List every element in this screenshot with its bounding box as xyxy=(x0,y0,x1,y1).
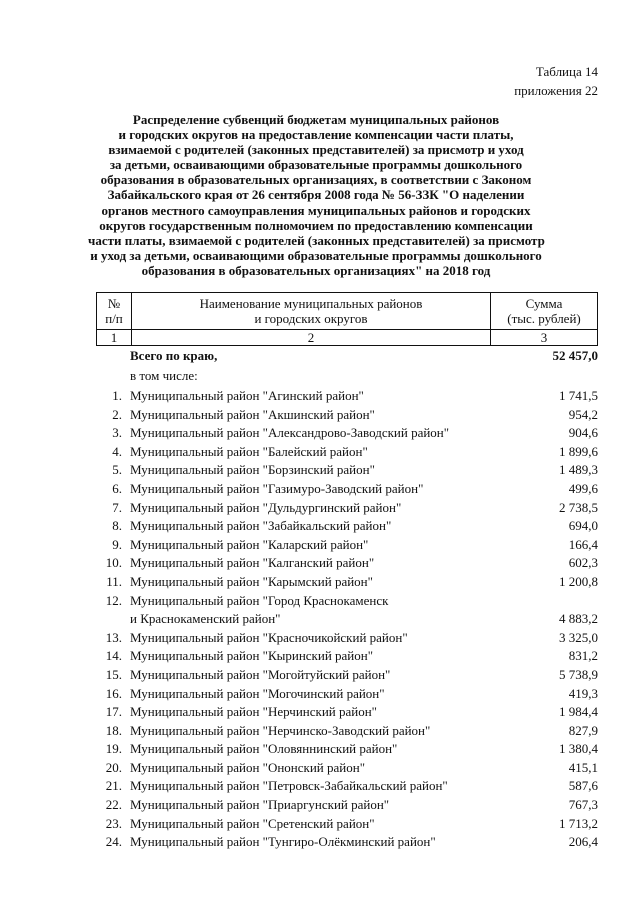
row-number: 22. xyxy=(105,797,122,813)
district-name-line: Муниципальный район "Кыринский район" xyxy=(130,648,374,664)
table-row xyxy=(96,424,598,443)
header-number-label: № xyxy=(107,296,121,311)
row-number: 6. xyxy=(112,480,122,496)
table-row xyxy=(96,759,598,778)
district-name-line: Муниципальный район "Дульдургинский район" xyxy=(130,499,402,515)
district-name xyxy=(130,592,510,629)
table-row xyxy=(96,443,598,462)
title-line: образования в образовательных организациях, в соответствии с Законом xyxy=(100,172,532,188)
header-number-cell xyxy=(97,293,132,330)
table-row xyxy=(96,554,598,573)
table-row xyxy=(96,722,598,741)
district-amount: 2 738,5 xyxy=(559,499,598,515)
district-amount: 827,9 xyxy=(568,722,598,738)
table-row xyxy=(96,499,598,518)
row-number: 5. xyxy=(112,462,122,478)
table-row xyxy=(96,480,598,499)
district-name-line: Муниципальный район "Нерчинско-Заводский район" xyxy=(130,722,431,738)
title-line: и городских округов на предоставление компенсации части платы, xyxy=(118,127,514,143)
title-line: Забайкальского края от 26 сентября 2008 года № 56-ЗЗК "О наделении xyxy=(107,187,525,203)
district-name xyxy=(130,536,510,555)
table-row xyxy=(96,740,598,759)
district-name-line: Муниципальный район "Балейский район" xyxy=(130,443,368,459)
district-amount: 1 200,8 xyxy=(559,573,598,589)
district-name xyxy=(130,554,510,573)
district-name xyxy=(130,424,510,443)
district-name-line: Муниципальный район "Агинский район" xyxy=(130,388,364,403)
district-amount: 5 738,9 xyxy=(559,666,598,682)
district-name xyxy=(130,833,510,852)
district-name-line: Муниципальный район "Тунгиро-Олёкминский район" xyxy=(130,834,436,850)
row-number: 10. xyxy=(105,555,122,571)
table-row xyxy=(96,777,598,796)
title-line: части платы, взимаемой с родителей (законных представителей) за присмотр xyxy=(88,232,545,248)
district-name xyxy=(130,703,510,722)
district-name xyxy=(130,722,510,741)
district-name xyxy=(130,796,510,815)
district-name-line: Муниципальный район "Могочинский район" xyxy=(130,685,385,701)
district-name xyxy=(130,759,510,778)
district-amount: 1 899,6 xyxy=(559,443,598,459)
row-number: 9. xyxy=(112,536,122,552)
table-row xyxy=(96,815,598,834)
district-amount: 499,6 xyxy=(568,480,598,496)
column-index-3: 3 xyxy=(491,330,598,346)
table-reference: Таблица 14 xyxy=(535,64,598,79)
row-number: 11. xyxy=(106,573,122,589)
title-line: округов государственным полномочием по предоставлению компенсации xyxy=(99,217,533,233)
district-name xyxy=(130,573,510,592)
district-amount: 1 489,3 xyxy=(559,462,598,478)
including-label: в том числе: xyxy=(130,368,198,383)
appendix-reference: приложения 22 xyxy=(514,83,598,98)
district-name xyxy=(130,461,510,480)
district-amount: 1 380,4 xyxy=(559,741,598,757)
title-line: образования в образовательных организациях" на 2018 год xyxy=(141,262,491,278)
total-label: Всего по краю, xyxy=(130,348,218,363)
table-row xyxy=(96,406,598,425)
header-name-label: Наименование муниципальных районов xyxy=(199,296,423,311)
district-amount: 602,3 xyxy=(568,555,598,571)
header-sum-label: Сумма xyxy=(525,296,563,311)
header-name-cell xyxy=(132,293,491,330)
district-name-line: Муниципальный район "Акшинский район" xyxy=(130,406,375,422)
title-line: органов местного самоуправления муниципальных районов и городских xyxy=(101,202,531,218)
district-name-line: Муниципальный район "Карымский район" xyxy=(130,573,373,589)
header-sum-cell xyxy=(491,293,598,330)
table-row xyxy=(96,647,598,666)
district-name-line: Муниципальный район "Газимуро-Заводский район" xyxy=(130,480,424,496)
title-line: Распределение субвенций бюджетам муниципальных районов xyxy=(132,112,500,127)
row-number: 4. xyxy=(112,443,122,459)
district-name-line: Муниципальный район "Борзинский район" xyxy=(130,462,375,478)
table-row xyxy=(96,833,598,852)
district-amount: 166,4 xyxy=(568,536,598,552)
row-number: 1. xyxy=(112,388,122,403)
table-row xyxy=(96,573,598,592)
district-amount: 4 883,2 xyxy=(559,611,598,627)
header-number-sublabel: п/п xyxy=(105,311,123,326)
column-index-2: 2 xyxy=(132,330,491,346)
district-name-line: Муниципальный район "Петровск-Забайкальский район" xyxy=(130,778,448,794)
district-name xyxy=(130,815,510,834)
table-row xyxy=(96,592,598,629)
district-name xyxy=(130,647,510,666)
table-row xyxy=(96,461,598,480)
row-number: 17. xyxy=(105,704,122,720)
district-amount: 3 325,0 xyxy=(559,629,598,645)
district-name-line: Муниципальный район "Ононский район" xyxy=(130,759,366,775)
district-amount: 904,6 xyxy=(568,425,598,441)
row-number: 19. xyxy=(105,741,122,757)
district-amount: 1 741,5 xyxy=(559,388,598,403)
table-header xyxy=(96,292,598,346)
row-number: 2. xyxy=(112,406,122,422)
district-name-line: Муниципальный район "Сретенский район" xyxy=(130,815,375,831)
district-name-line: Муниципальный район "Каларский район" xyxy=(130,536,369,552)
district-name xyxy=(130,517,510,536)
total-value: 52 457,0 xyxy=(552,348,598,363)
header-sum-sublabel: (тыс. рублей) xyxy=(507,311,581,326)
table-row xyxy=(96,666,598,685)
row-number: 15. xyxy=(105,666,122,682)
district-name-line: Муниципальный район "Красночикойский район" xyxy=(130,629,408,645)
district-name-line: Муниципальный район "Могойтуйский район" xyxy=(130,666,391,682)
district-name-line: Муниципальный район "Александрово-Заводский район" xyxy=(130,425,450,441)
district-name-line: Муниципальный район "Оловяннинский район" xyxy=(130,741,398,757)
table-row xyxy=(96,629,598,648)
district-amount: 587,6 xyxy=(568,778,598,794)
district-name xyxy=(130,685,510,704)
district-amount: 419,3 xyxy=(568,685,598,701)
row-number: 23. xyxy=(105,815,122,831)
district-name xyxy=(130,499,510,518)
title-line: взимаемой с родителей (законных представителей) за присмотр и уход xyxy=(108,142,524,158)
district-name-line: и Краснокаменский район" xyxy=(130,611,281,627)
row-number: 16. xyxy=(105,685,122,701)
district-amount: 1 713,2 xyxy=(559,815,598,831)
table-row xyxy=(96,536,598,555)
title-line: за детьми, осваивающими образовательные программы дошкольного xyxy=(109,157,523,173)
row-number: 14. xyxy=(105,648,122,664)
row-number: 7. xyxy=(112,499,122,515)
district-name-line: Муниципальный район "Город Краснокаменск xyxy=(130,592,389,608)
district-name xyxy=(130,666,510,685)
row-number: 18. xyxy=(105,722,122,738)
table-row xyxy=(96,703,598,722)
district-name xyxy=(130,777,510,796)
district-amount: 694,0 xyxy=(568,518,598,534)
row-number: 12. xyxy=(105,592,122,608)
table-row xyxy=(96,796,598,815)
district-amount: 1 984,4 xyxy=(559,704,598,720)
district-name-line: Муниципальный район "Нерчинский район" xyxy=(130,704,377,720)
header-name-sublabel: и городских округов xyxy=(254,311,368,326)
district-amount: 767,3 xyxy=(568,797,598,813)
district-amount: 415,1 xyxy=(568,759,598,775)
title-line: и уход за детьми, осваивающими образовательные программы дошкольного xyxy=(90,247,542,263)
district-name xyxy=(130,443,510,462)
district-name xyxy=(130,406,510,425)
column-index-1: 1 xyxy=(97,330,132,346)
row-number: 21. xyxy=(105,778,122,794)
district-name xyxy=(130,629,510,648)
table-row xyxy=(96,387,598,406)
row-number: 8. xyxy=(112,518,122,534)
district-name xyxy=(130,480,510,499)
district-list xyxy=(96,387,598,852)
row-number: 20. xyxy=(105,759,122,775)
district-amount: 954,2 xyxy=(568,406,598,422)
row-number: 13. xyxy=(105,629,122,645)
district-name-line: Муниципальный район "Приаргунский район" xyxy=(130,797,390,813)
table-row xyxy=(96,517,598,536)
row-number: 3. xyxy=(112,425,122,441)
district-amount: 206,4 xyxy=(568,834,598,850)
district-name xyxy=(130,387,510,406)
district-amount: 831,2 xyxy=(568,648,598,664)
row-number: 24. xyxy=(105,834,122,850)
district-name-line: Муниципальный район "Калганский район" xyxy=(130,555,375,571)
district-name-line: Муниципальный район "Забайкальский район" xyxy=(130,518,392,534)
table-row xyxy=(96,685,598,704)
district-name xyxy=(130,740,510,759)
document-title xyxy=(88,112,544,278)
